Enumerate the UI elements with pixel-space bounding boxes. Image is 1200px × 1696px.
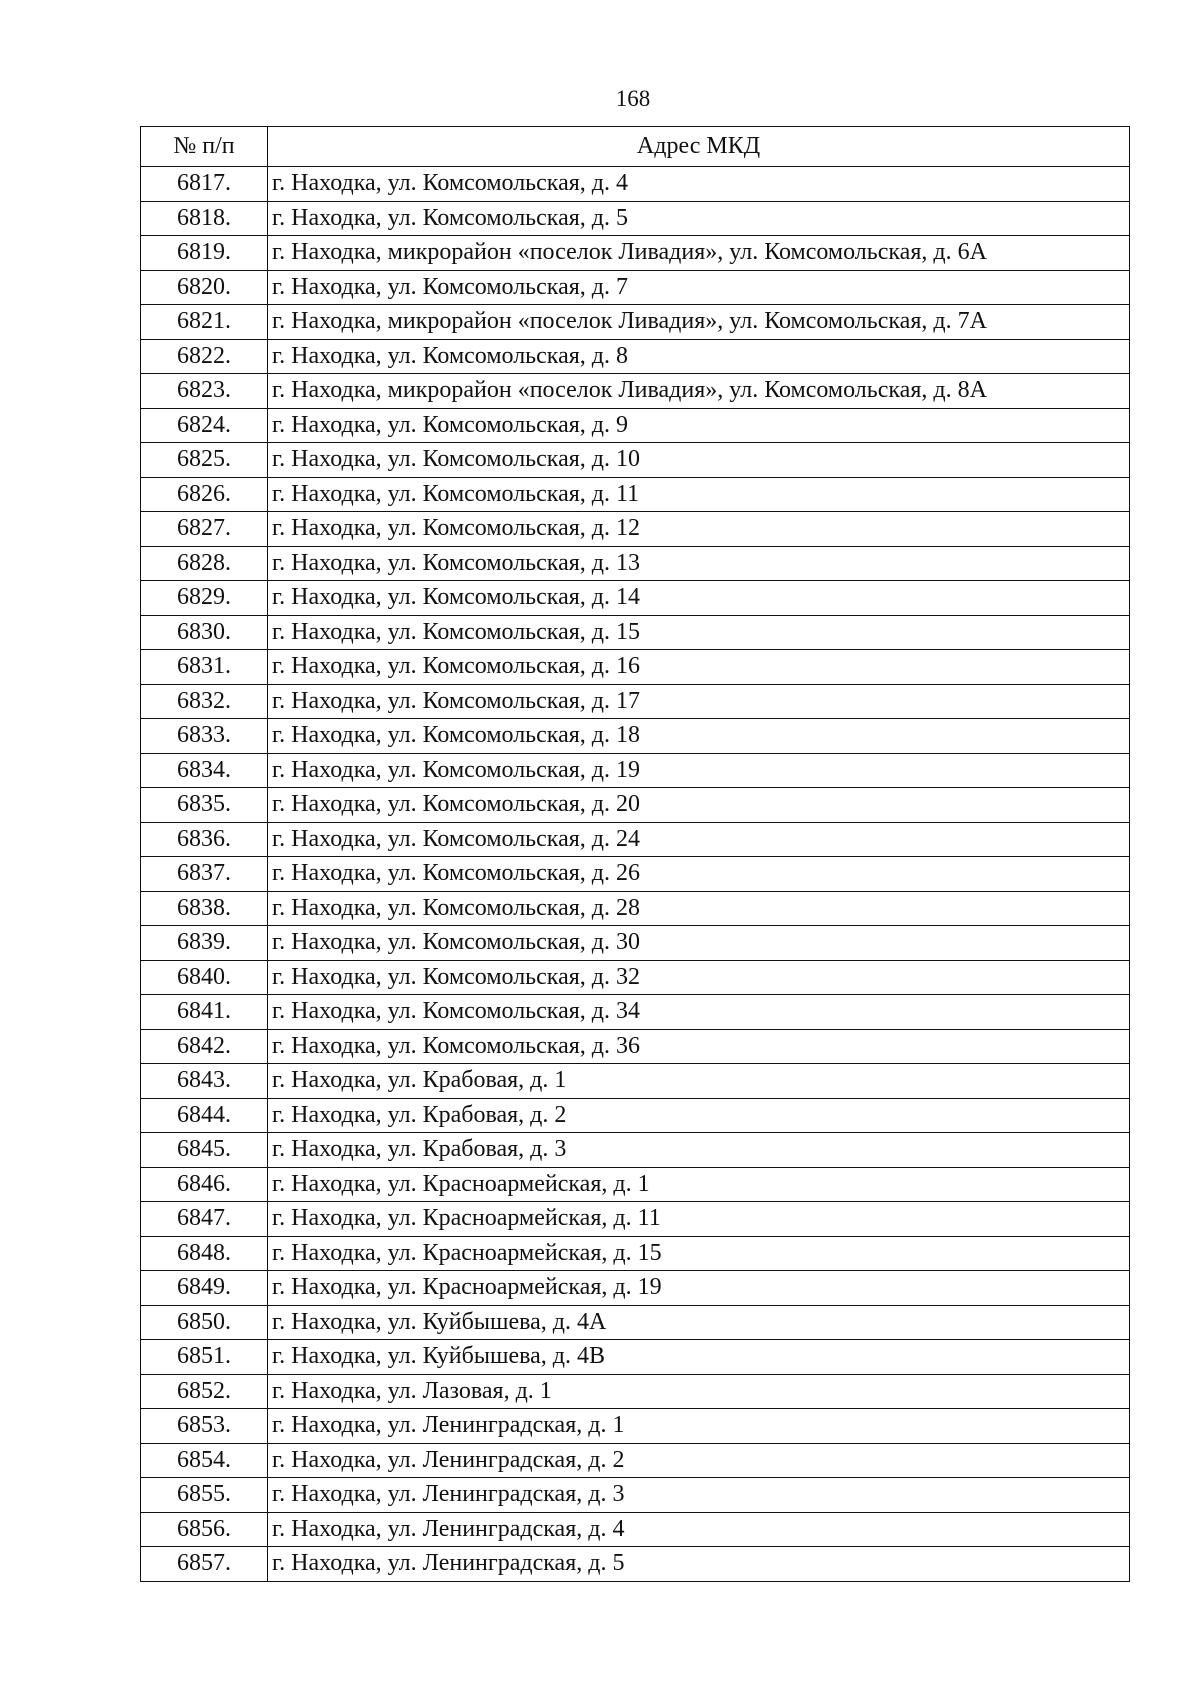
row-address: г. Находка, ул. Комсомольская, д. 10 bbox=[268, 443, 1130, 478]
row-number: 6836. bbox=[141, 822, 268, 857]
row-number: 6823. bbox=[141, 374, 268, 409]
row-address: г. Находка, ул. Комсомольская, д. 17 bbox=[268, 684, 1130, 719]
row-address: г. Находка, ул. Крабовая, д. 3 bbox=[268, 1133, 1130, 1168]
column-header-number: № п/п bbox=[141, 127, 268, 167]
row-address: г. Находка, ул. Комсомольская, д. 8 bbox=[268, 339, 1130, 374]
row-number: 6842. bbox=[141, 1029, 268, 1064]
table-row bbox=[141, 1064, 1130, 1099]
row-number: 6820. bbox=[141, 270, 268, 305]
row-address: г. Находка, микрорайон «поселок Ливадия», ул. Комсомольская, д. 6А bbox=[268, 236, 1130, 271]
page-number: 168 bbox=[615, 86, 651, 111]
row-number: 6833. bbox=[141, 719, 268, 754]
row-number: 6828. bbox=[141, 546, 268, 581]
row-number: 6847. bbox=[141, 1202, 268, 1237]
row-number: 6821. bbox=[141, 305, 268, 340]
row-number: 6822. bbox=[141, 339, 268, 374]
column-header-address: Адрес МКД bbox=[268, 127, 1130, 167]
row-number: 6839. bbox=[141, 926, 268, 961]
row-address: г. Находка, ул. Комсомольская, д. 36 bbox=[268, 1029, 1130, 1064]
table-row bbox=[141, 339, 1130, 374]
table-row bbox=[141, 1409, 1130, 1444]
row-address: г. Находка, ул. Ленинградская, д. 4 bbox=[268, 1512, 1130, 1547]
row-address: г. Находка, ул. Комсомольская, д. 15 bbox=[268, 615, 1130, 650]
table-row bbox=[141, 788, 1130, 823]
row-number: 6849. bbox=[141, 1271, 268, 1306]
table-body bbox=[141, 167, 1130, 1582]
table-row bbox=[141, 236, 1130, 271]
row-address: г. Находка, ул. Красноармейская, д. 19 bbox=[268, 1271, 1130, 1306]
table-row bbox=[141, 477, 1130, 512]
row-address: г. Находка, ул. Комсомольская, д. 5 bbox=[268, 201, 1130, 236]
table-row bbox=[141, 1340, 1130, 1375]
row-number: 6843. bbox=[141, 1064, 268, 1099]
row-address: г. Находка, ул. Куйбышева, д. 4А bbox=[268, 1305, 1130, 1340]
row-address: г. Находка, ул. Комсомольская, д. 30 bbox=[268, 926, 1130, 961]
row-address: г. Находка, ул. Красноармейская, д. 15 bbox=[268, 1236, 1130, 1271]
row-number: 6819. bbox=[141, 236, 268, 271]
row-address: г. Находка, ул. Красноармейская, д. 1 bbox=[268, 1167, 1130, 1202]
row-address: г. Находка, ул. Красноармейская, д. 11 bbox=[268, 1202, 1130, 1237]
row-address: г. Находка, ул. Крабовая, д. 1 bbox=[268, 1064, 1130, 1099]
address-table bbox=[140, 126, 1130, 1582]
table-row bbox=[141, 1167, 1130, 1202]
row-number: 6834. bbox=[141, 753, 268, 788]
table-row bbox=[141, 1236, 1130, 1271]
row-number: 6818. bbox=[141, 201, 268, 236]
row-number: 6829. bbox=[141, 581, 268, 616]
table-row bbox=[141, 1133, 1130, 1168]
table-row bbox=[141, 615, 1130, 650]
row-number: 6853. bbox=[141, 1409, 268, 1444]
row-number: 6845. bbox=[141, 1133, 268, 1168]
row-number: 6817. bbox=[141, 167, 268, 202]
row-address: г. Находка, ул. Ленинградская, д. 3 bbox=[268, 1478, 1130, 1513]
row-address: г. Находка, ул. Комсомольская, д. 18 bbox=[268, 719, 1130, 754]
table-row bbox=[141, 1478, 1130, 1513]
table-row bbox=[141, 684, 1130, 719]
table-row bbox=[141, 857, 1130, 892]
row-number: 6854. bbox=[141, 1443, 268, 1478]
row-address: г. Находка, ул. Комсомольская, д. 13 bbox=[268, 546, 1130, 581]
row-number: 6837. bbox=[141, 857, 268, 892]
row-number: 6832. bbox=[141, 684, 268, 719]
table-row bbox=[141, 1443, 1130, 1478]
row-address: г. Находка, микрорайон «поселок Ливадия», ул. Комсомольская, д. 7А bbox=[268, 305, 1130, 340]
row-address: г. Находка, ул. Комсомольская, д. 20 bbox=[268, 788, 1130, 823]
table-row bbox=[141, 443, 1130, 478]
table-row bbox=[141, 650, 1130, 685]
row-number: 6846. bbox=[141, 1167, 268, 1202]
table-row bbox=[141, 719, 1130, 754]
row-number: 6841. bbox=[141, 995, 268, 1030]
table-row bbox=[141, 926, 1130, 961]
row-address: г. Находка, ул. Комсомольская, д. 28 bbox=[268, 891, 1130, 926]
row-number: 6851. bbox=[141, 1340, 268, 1375]
table-row bbox=[141, 1374, 1130, 1409]
table-row bbox=[141, 822, 1130, 857]
table-row bbox=[141, 408, 1130, 443]
row-number: 6824. bbox=[141, 408, 268, 443]
row-number: 6827. bbox=[141, 512, 268, 547]
table-row bbox=[141, 753, 1130, 788]
table-row bbox=[141, 512, 1130, 547]
row-address: г. Находка, ул. Комсомольская, д. 19 bbox=[268, 753, 1130, 788]
row-number: 6855. bbox=[141, 1478, 268, 1513]
row-number: 6825. bbox=[141, 443, 268, 478]
row-address: г. Находка, ул. Комсомольская, д. 24 bbox=[268, 822, 1130, 857]
table-row bbox=[141, 1512, 1130, 1547]
row-number: 6831. bbox=[141, 650, 268, 685]
table-row bbox=[141, 201, 1130, 236]
row-address: г. Находка, микрорайон «поселок Ливадия», ул. Комсомольская, д. 8А bbox=[268, 374, 1130, 409]
table-row bbox=[141, 1202, 1130, 1237]
row-address: г. Находка, ул. Комсомольская, д. 4 bbox=[268, 167, 1130, 202]
row-number: 6848. bbox=[141, 1236, 268, 1271]
table-header-row bbox=[141, 127, 1130, 167]
row-address: г. Находка, ул. Комсомольская, д. 11 bbox=[268, 477, 1130, 512]
table-row bbox=[141, 891, 1130, 926]
row-number: 6852. bbox=[141, 1374, 268, 1409]
row-address: г. Находка, ул. Комсомольская, д. 34 bbox=[268, 995, 1130, 1030]
table-row bbox=[141, 581, 1130, 616]
row-address: г. Находка, ул. Крабовая, д. 2 bbox=[268, 1098, 1130, 1133]
row-number: 6850. bbox=[141, 1305, 268, 1340]
row-address: г. Находка, ул. Куйбышева, д. 4В bbox=[268, 1340, 1130, 1375]
table-row bbox=[141, 1271, 1130, 1306]
row-address: г. Находка, ул. Комсомольская, д. 12 bbox=[268, 512, 1130, 547]
table-row bbox=[141, 374, 1130, 409]
row-address: г. Находка, ул. Лазовая, д. 1 bbox=[268, 1374, 1130, 1409]
table-row bbox=[141, 305, 1130, 340]
table-row bbox=[141, 1547, 1130, 1582]
row-address: г. Находка, ул. Комсомольская, д. 26 bbox=[268, 857, 1130, 892]
row-number: 6844. bbox=[141, 1098, 268, 1133]
row-address: г. Находка, ул. Комсомольская, д. 7 bbox=[268, 270, 1130, 305]
row-number: 6830. bbox=[141, 615, 268, 650]
table-row bbox=[141, 167, 1130, 202]
row-address: г. Находка, ул. Ленинградская, д. 2 bbox=[268, 1443, 1130, 1478]
table-row bbox=[141, 1098, 1130, 1133]
row-number: 6835. bbox=[141, 788, 268, 823]
row-address: г. Находка, ул. Комсомольская, д. 14 bbox=[268, 581, 1130, 616]
row-number: 6857. bbox=[141, 1547, 268, 1582]
table-row bbox=[141, 1305, 1130, 1340]
table-row bbox=[141, 960, 1130, 995]
row-address: г. Находка, ул. Комсомольская, д. 16 bbox=[268, 650, 1130, 685]
table-row bbox=[141, 270, 1130, 305]
table-row bbox=[141, 1029, 1130, 1064]
table-row bbox=[141, 995, 1130, 1030]
table-row bbox=[141, 546, 1130, 581]
row-number: 6856. bbox=[141, 1512, 268, 1547]
row-address: г. Находка, ул. Комсомольская, д. 9 bbox=[268, 408, 1130, 443]
row-address: г. Находка, ул. Ленинградская, д. 5 bbox=[268, 1547, 1130, 1582]
row-number: 6838. bbox=[141, 891, 268, 926]
row-number: 6826. bbox=[141, 477, 268, 512]
row-number: 6840. bbox=[141, 960, 268, 995]
row-address: г. Находка, ул. Комсомольская, д. 32 bbox=[268, 960, 1130, 995]
row-address: г. Находка, ул. Ленинградская, д. 1 bbox=[268, 1409, 1130, 1444]
